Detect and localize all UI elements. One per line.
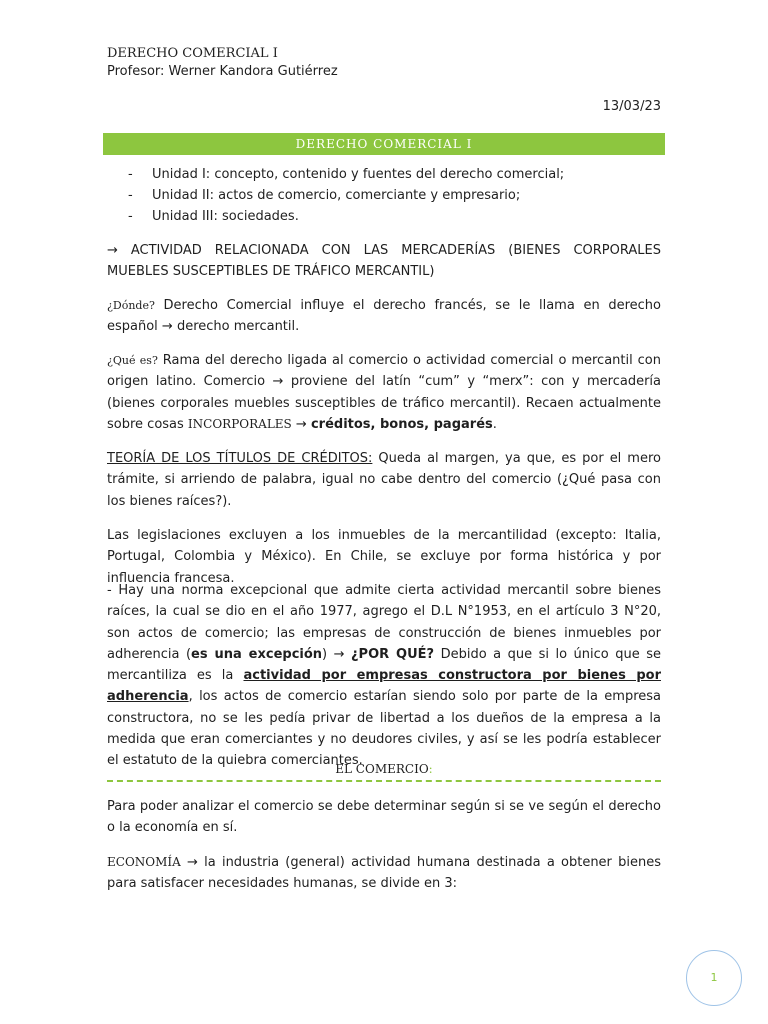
section-title: EL COMERCIO: (335, 762, 433, 776)
list-item: - Unidad I: concepto, contenido y fuentes del derecho comercial; (128, 167, 565, 182)
lead-que-es: ¿Qué es? (107, 354, 158, 367)
unit-2: Unidad II: actos de comercio, comerciante y empresario; (152, 188, 521, 203)
section-divider (107, 780, 661, 782)
lead-donde: ¿Dónde? (107, 299, 155, 312)
paragraph-comercio: Para poder analizar el comercio se debe determinar según si se ve según el derecho o la economía en sí. (107, 799, 661, 836)
list-item: - Unidad III: sociedades. (128, 209, 299, 224)
units-list (128, 164, 564, 227)
header-course: DERECHO COMERCIAL I (107, 46, 278, 61)
unit-3: Unidad III: sociedades. (152, 209, 299, 224)
list-item: - Unidad II: actos de comercio, comerciante y empresario; (128, 188, 521, 203)
paragraph-que-es: ¿Qué es? Rama del derecho ligada al comercio o actividad comercial o mercantil con origen latino. Comercio → proviene del latín “cum” y “merx”: con y mercadería (bienes corporales muebles susceptibles de tráfico mercantil). Recaen actualmente sobre cosas INCORPORALES → créditos, bonos, pagarés. (107, 353, 661, 432)
paragraph-teoria: TEORÍA DE LOS TÍTULOS DE CRÉDITOS: Queda al margen, ya que, es por el mero trámite, si arriendo de palabra, igual no cabe dentro del comercio (¿Qué pasa con los bienes raíces?). (107, 451, 661, 509)
paragraph-economia: ECONOMÍA → la industria (general) actividad humana destinada a obtener bienes para satisfacer necesidades humanas, se divide en 3: (107, 855, 661, 892)
title-bar: DERECHO COMERCIAL I (103, 133, 665, 155)
paragraph-donde: ¿Dónde? Derecho Comercial influye el derecho francés, se le llama en derecho español → derecho mercantil. (107, 298, 661, 335)
bold-underlined-actividad: actividad por empresas constructora por bienes por adherencia (107, 668, 661, 705)
page-number: 1 (686, 950, 742, 1006)
underlined-teoria: TEORÍA DE LOS TÍTULOS DE CRÉDITOS: (107, 451, 373, 466)
header-professor: Profesor: Werner Kandora Gutiérrez (107, 64, 338, 79)
paragraph-norma-excepcional: - Hay una norma excepcional que admite cierta actividad mercantil sobre bienes raíces, la cual se dio en el año 1977, agrego el D.L N°1953, en el artículo 3 N°20, son actos de comercio; las empresas de construcción de bienes inmuebles por adherencia (es una excepción) → ¿POR QUÉ? Debido a que si lo único que se mercantiliza es la actividad por empresas constructora por bienes por adherencia, los actos de comercio estarían siendo solo por parte de la empresa constructora, no se les pedía privar de libertad a los dueños de la empresa a la medida que eran comerciantes y no deudores civiles, y así se les podría establecer el estatuto de la quiebra comerciantes. (107, 583, 661, 769)
paragraph-actividad: → ACTIVIDAD RELACIONADA CON LAS MERCADERÍAS (BIENES CORPORALES MUEBLES SUSCEPTIBLES DE TRÁFICO MERCANTIL) (107, 243, 661, 280)
paragraph-legislaciones: Las legislaciones excluyen a los inmuebles de la mercantilidad (excepto: Italia, Portugal, Colombia y México). En Chile, se excluye por forma histórica y por influencia francesa. (107, 528, 661, 586)
header-date: 13/03/23 (602, 99, 661, 114)
bold-creditos: créditos, bonos, pagarés (310, 416, 493, 432)
unit-1: Unidad I: concepto, contenido y fuentes del derecho comercial; (152, 167, 565, 182)
